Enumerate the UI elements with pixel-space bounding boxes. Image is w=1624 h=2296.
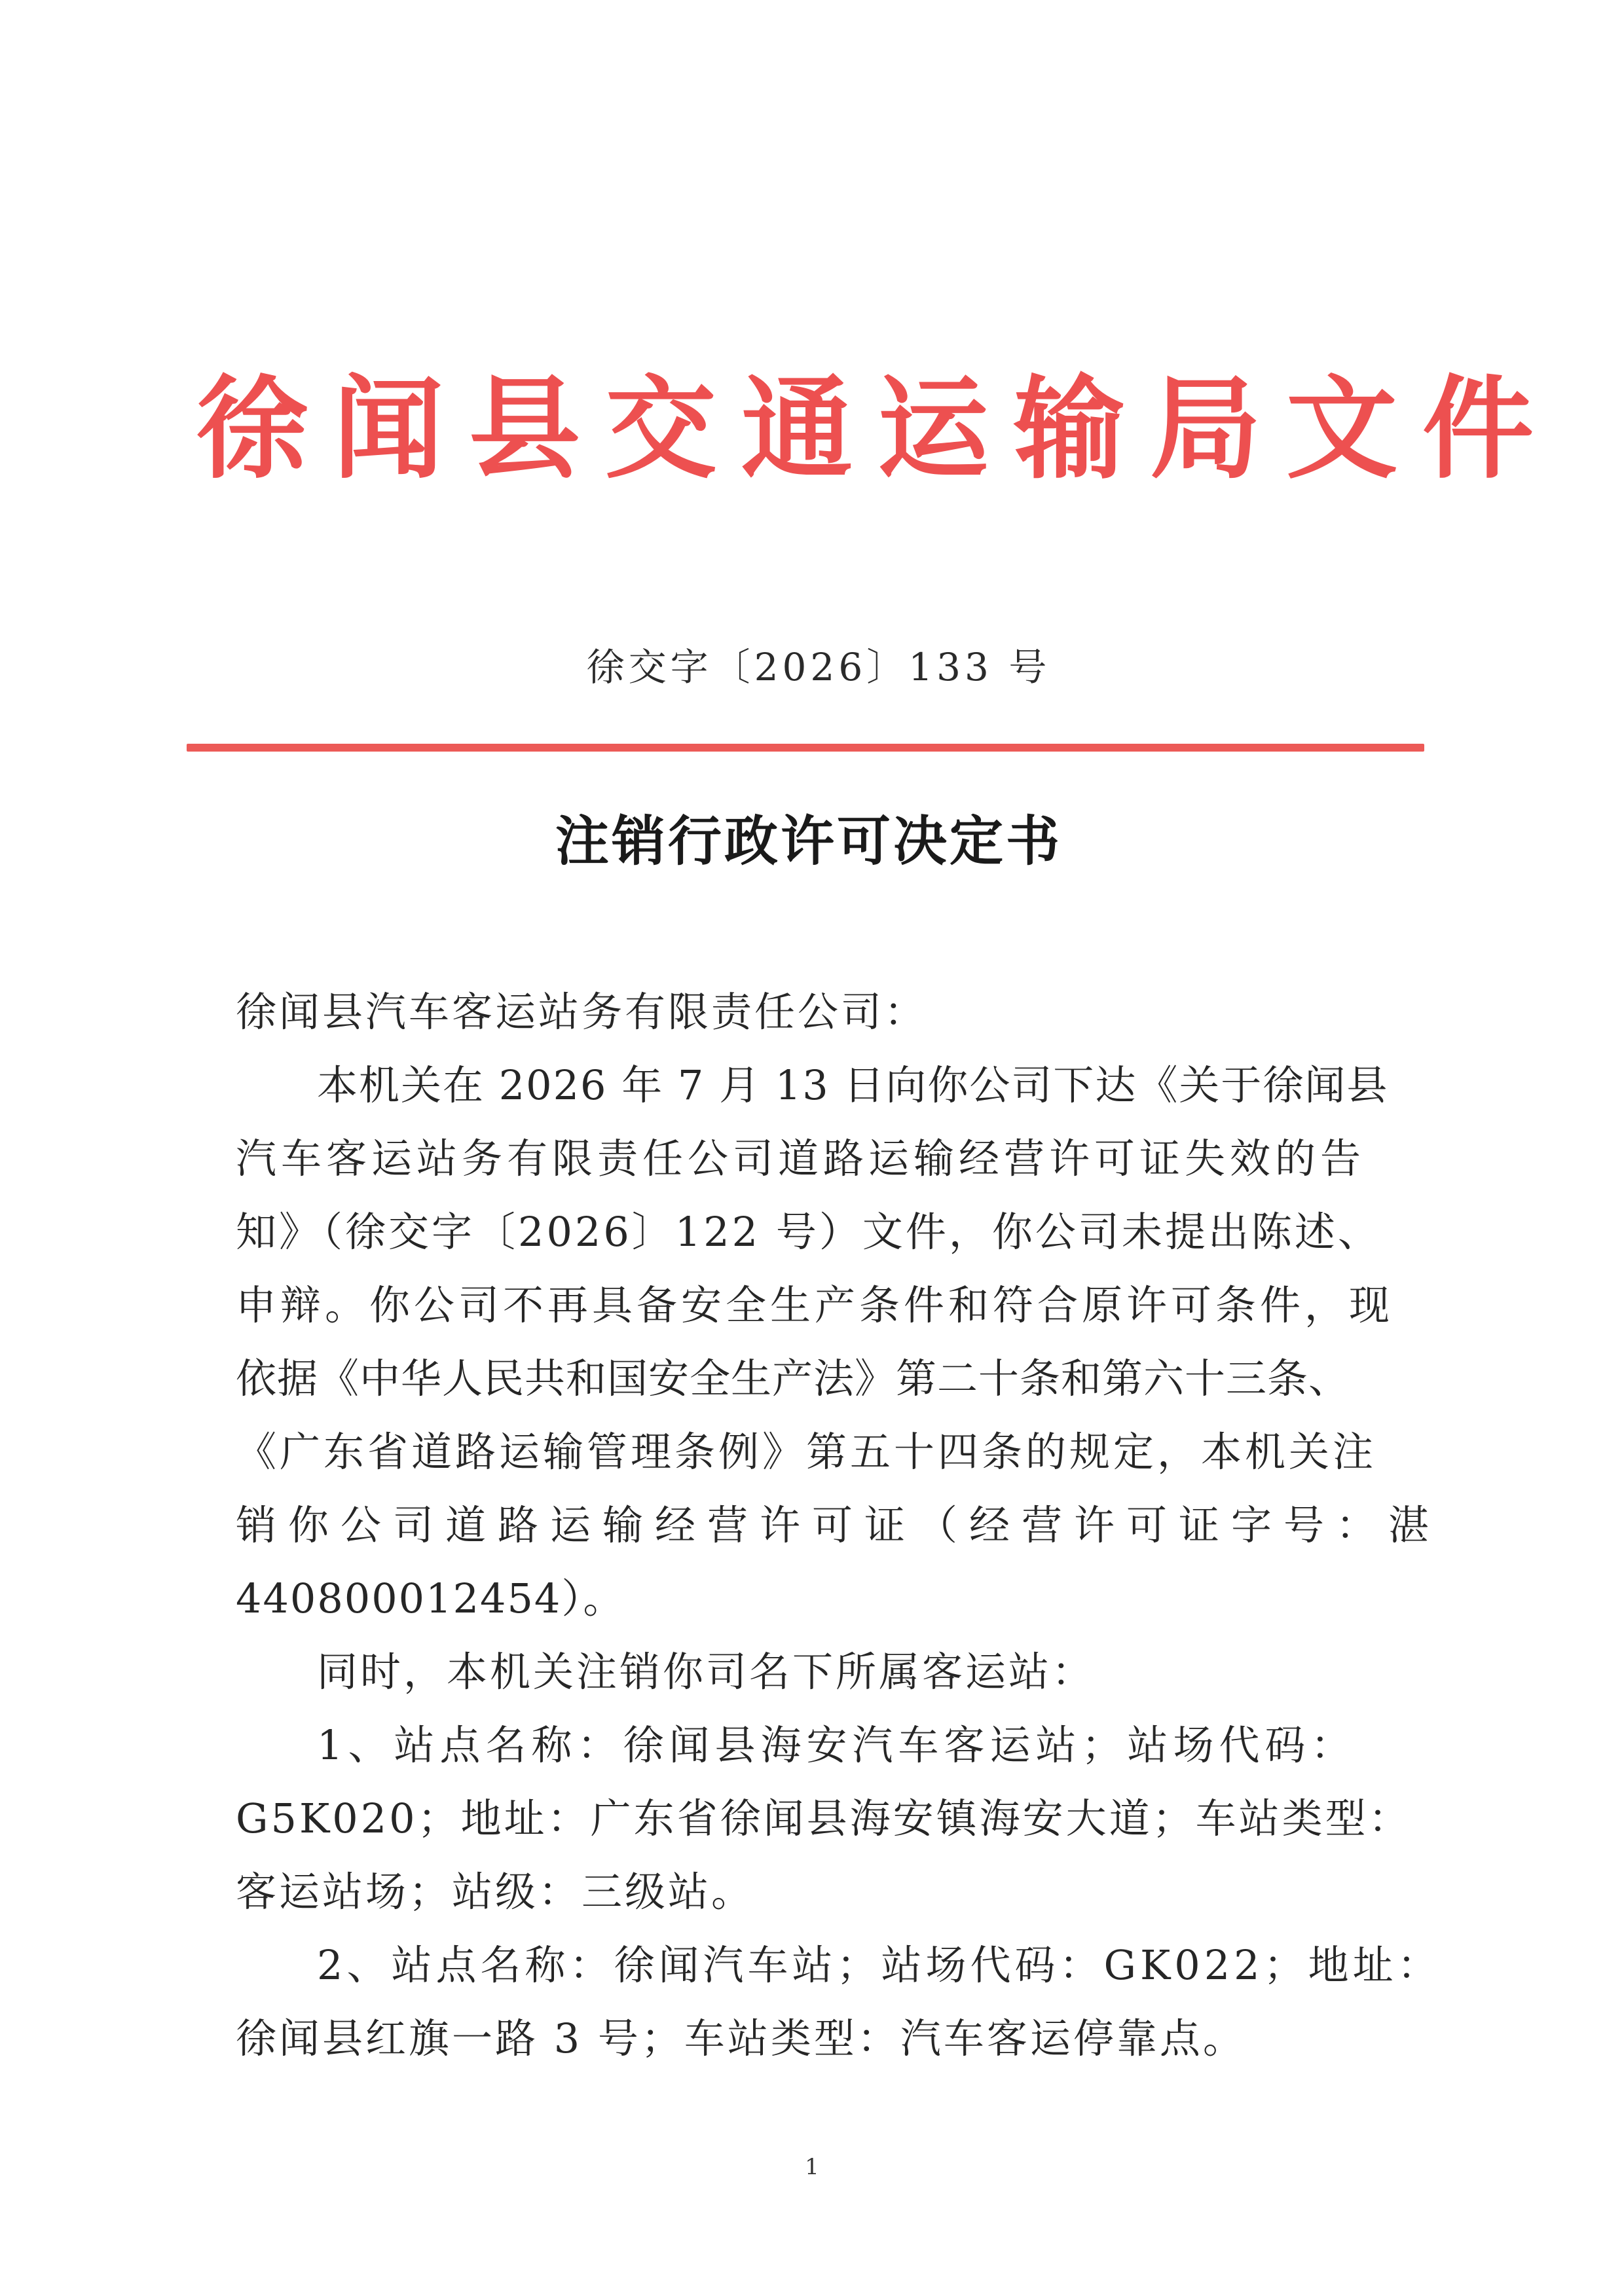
station-item-1-line: G5K020；地址：广东省徐闻县海安镇海安大道；车站类型：	[236, 1795, 1412, 1842]
paragraph1-line: 本机关在 2026 年 7 月 13 日向你公司下达《关于徐闻县	[317, 1061, 1389, 1109]
agency-header-title: 徐闻县交通运输局文件	[196, 363, 1559, 494]
station-item-2-line: 徐闻县红旗一路 3 号；车站类型：汽车客运停靠点。	[236, 2014, 1246, 2062]
paragraph2: 同时，本机关注销你司名下所属客运站：	[317, 1648, 1096, 1696]
page-number: 1	[805, 2154, 819, 2180]
paragraph1-line: 440800012454）。	[236, 1575, 625, 1622]
paragraph1-line: 知》（徐交字〔2026〕122 号）文件，你公司未提出陈述、	[236, 1208, 1381, 1256]
paragraph1-line: 申辩。你公司不再具备安全生产条件和符合原许可条件，现	[236, 1281, 1394, 1329]
paragraph1-line: 依据《中华人民共和国安全生产法》第二十条和第六十三条、	[236, 1355, 1350, 1402]
station-item-1-line: 1、站点名称：徐闻县海安汽车客运站；站场代码：	[317, 1721, 1357, 1769]
station-item-1-line: 客运站场；站级：三级站。	[236, 1868, 755, 1916]
red-divider-line	[187, 744, 1424, 752]
paragraph1-line: 《广东省道路运输管理条例》第五十四条的规定，本机关注	[236, 1428, 1377, 1476]
document-body	[236, 988, 1442, 2105]
paragraph1-line: 销你公司道路运输经营许可证（经营许可证字号：湛	[236, 1501, 1441, 1549]
document-title: 注销行政许可决定书	[555, 811, 1062, 873]
document-number: 徐交字〔2026〕133 号	[586, 645, 1051, 689]
paragraph1-line: 汽车客运站务有限责任公司道路运输经营许可证失效的告	[236, 1135, 1366, 1182]
station-item-2-line: 2、站点名称：徐闻汽车站；站场代码：GK022；地址：	[317, 1941, 1442, 1989]
addressee: 徐闻县汽车客运站务有限责任公司：	[236, 988, 928, 1036]
